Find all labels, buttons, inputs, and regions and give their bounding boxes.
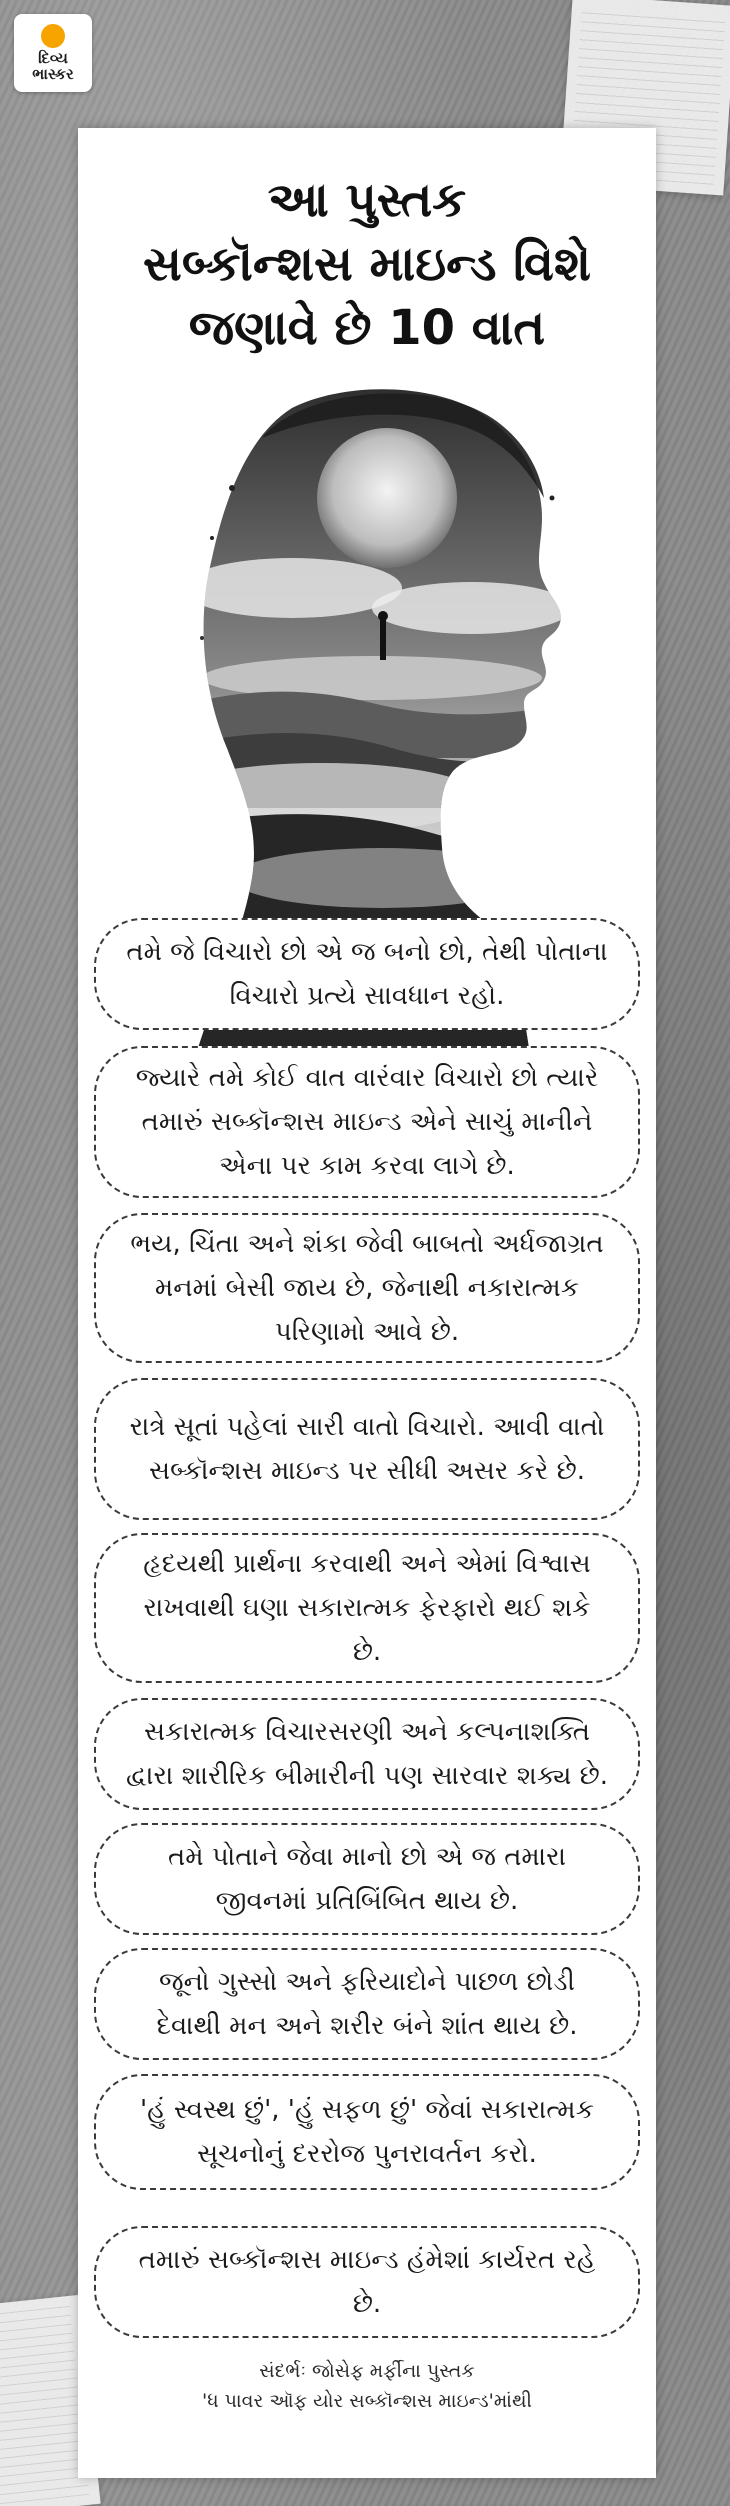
point-text-2: જ્યારે તમે કોઈ વાત વારંવાર વિચારો છો ત્યારે તમારું સબ્કૉન્શસ માઇન્ડ એને સાચું માનીને એના પર કામ કરવા લાગે છે. [135,1063,599,1181]
point-card-4 [94,1378,640,1520]
point-text-1: તમે જે વિચારો છો એ જ બનો છો, તેથી પોતાના વિચારો પ્રત્યે સાવધાન રહો. [126,937,608,1011]
title-line-2: સબ્કૉન્શસ માઇન્ડ વિશે [143,236,591,292]
source-line-1: સંદર્ભઃ જોસેફ મર્ફીના પુસ્તક [259,2360,475,2382]
point-card-10 [94,2226,640,2338]
source-credit [78,2356,656,2416]
point-card-5 [94,1533,640,1683]
point-text-5: હૃદયથી પ્રાર્થના કરવાથી અને એમાં વિશ્વાસ રાખવાથી ઘણા સકારાત્મક ફેરફારો થઈ શકે છે. [143,1549,591,1667]
point-text-7: તમે પોતાને જેવા માનો છો એ જ તમારા જીવનમાં પ્રતિબિંબિત થાય છે. [168,1842,566,1916]
brand-logo[interactable] [14,14,92,92]
point-card-9 [94,2074,640,2190]
point-text-6: સકારાત્મક વિચારસરણી અને કલ્પનાશક્તિ દ્વારા શારીરિક બીમારીની પણ સારવાર શક્ય છે. [126,1717,608,1791]
source-line-2: 'ધ પાવર ઑફ યોર સબ્કૉન્શસ માઇન્ડ'માંથી [202,2390,532,2412]
point-text-8: જૂનો ગુસ્સો અને ફરિયાદોને પાછળ છોડી દેવાથી મન અને શરીર બંને શાંત થાય છે. [156,1967,578,2041]
point-card-6 [94,1698,640,1810]
title-line-3: જણાવે છે 10 વાત [188,300,546,356]
point-text-4: રાત્રે સૂતાં પહેલાં સારી વાતો વિચારો. આવી વાતો સબ્કૉન્શસ માઇન્ડ પર સીધી અસર કરે છે. [129,1412,605,1486]
point-card-7 [94,1823,640,1935]
content-panel [78,128,656,2478]
point-text-9: 'હું સ્વસ્થ છું', 'હું સફળ છું' જેવાં સકારાત્મક સૂચનોનું દરરોજ પુનરાવર્તન કરો. [139,2095,594,2169]
point-card-3 [94,1213,640,1363]
point-text-10: તમારું સબ્કૉન્શસ માઇન્ડ હંમેશાં કાર્યરત રહે છે. [138,2245,596,2319]
sun-icon [41,24,65,48]
logo-text-line2: ભાસ્કર [32,65,74,83]
point-text-3: ભય, ચિંતા અને શંકા જેવી બાબતો અર્ધજાગ્રત મનમાં બેસી જાય છે, જેનાથી નકારાત્મક પરિણામો આવે છે. [130,1229,604,1347]
point-card-2 [94,1046,640,1198]
page-title [78,168,656,360]
logo-text-line1: દિવ્ય [38,49,68,67]
point-card-1 [94,918,640,1030]
point-card-8 [94,1948,640,2060]
title-line-1: આ પુસ્તક [267,172,467,228]
